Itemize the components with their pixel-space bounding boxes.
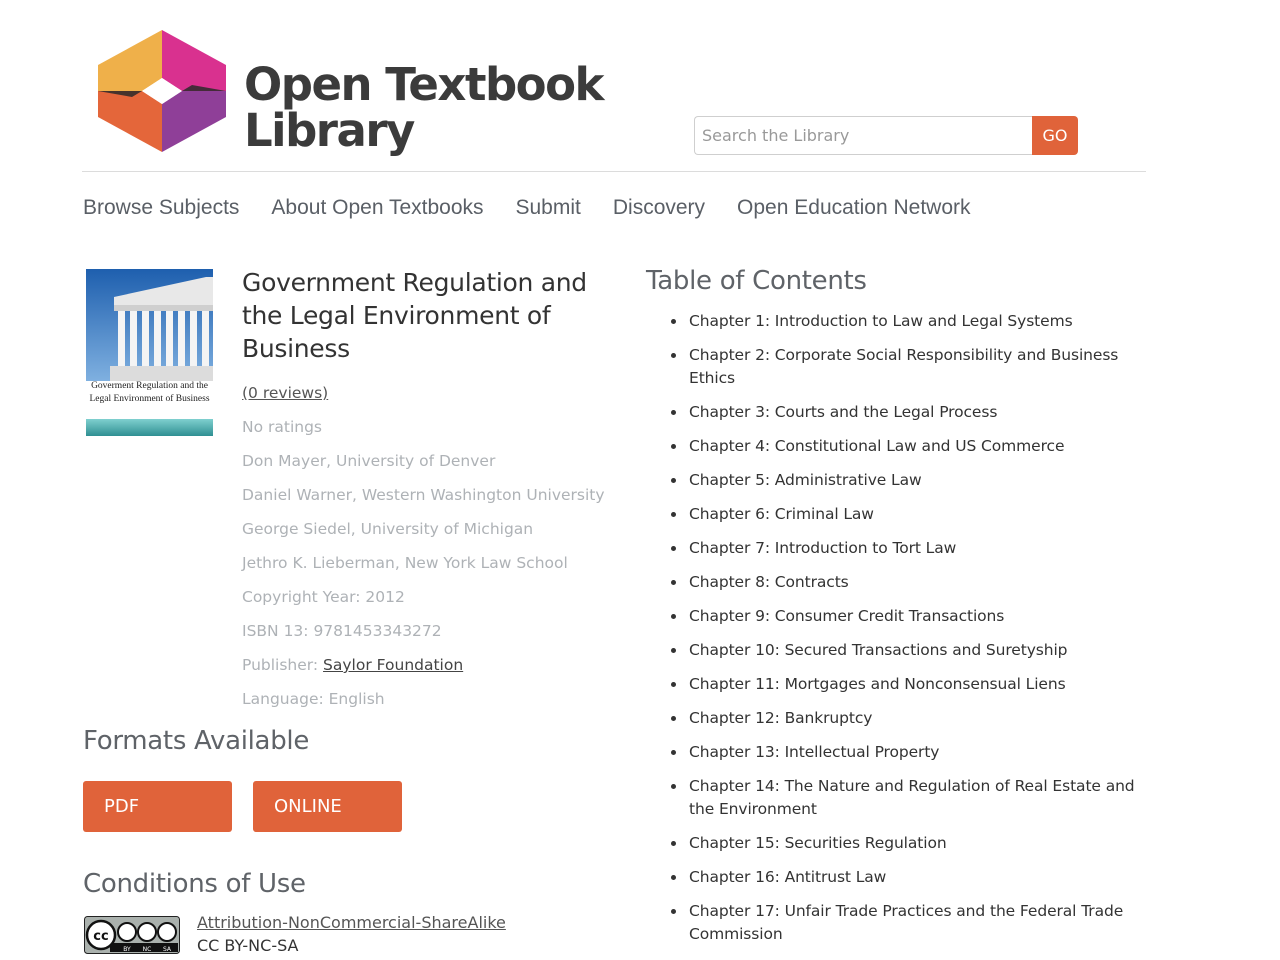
svg-text:NC: NC xyxy=(142,946,152,953)
toc-item: Chapter 7: Introduction to Tort Law xyxy=(689,537,1139,560)
svg-text:cc: cc xyxy=(93,929,109,944)
toc-item: Chapter 5: Administrative Law xyxy=(689,469,1139,492)
nav-open-education-network[interactable]: Open Education Network xyxy=(737,196,971,219)
copyright-year: Copyright Year: 2012 xyxy=(242,588,405,606)
book-meta xyxy=(242,376,622,716)
ratings-text: No ratings xyxy=(242,418,322,436)
site-logo-text[interactable] xyxy=(244,58,603,157)
svg-text:BY: BY xyxy=(123,946,131,953)
language: Language: English xyxy=(242,690,385,708)
nav-browse-subjects[interactable]: Browse Subjects xyxy=(83,196,240,219)
cover-caption: Goverment Regulation and the Legal Environment of Business xyxy=(89,381,210,404)
search-go-button[interactable]: GO xyxy=(1032,116,1078,155)
toc-item: Chapter 6: Criminal Law xyxy=(689,503,1139,526)
toc-list xyxy=(689,310,1139,957)
isbn: ISBN 13: 9781453343272 xyxy=(242,622,442,640)
toc-item: Chapter 8: Contracts xyxy=(689,571,1139,594)
publisher-label: Publisher: xyxy=(242,656,324,674)
main-nav xyxy=(83,196,1003,220)
reviews-row xyxy=(242,376,622,410)
logo-line-2: Library xyxy=(244,104,414,157)
book-cover-image xyxy=(86,269,213,436)
license-link[interactable]: Attribution-NonCommercial-ShareAlike xyxy=(197,913,506,932)
toc-item: Chapter 12: Bankruptcy xyxy=(689,707,1139,730)
toc-item: Chapter 4: Constitutional Law and US Commerce xyxy=(689,435,1139,458)
toc-item: Chapter 13: Intellectual Property xyxy=(689,741,1139,764)
pdf-button[interactable]: PDF xyxy=(83,781,232,832)
toc-heading: Table of Contents xyxy=(646,266,867,296)
conditions-heading: Conditions of Use xyxy=(83,869,306,899)
toc-item: Chapter 3: Courts and the Legal Process xyxy=(689,401,1139,424)
site-logo-icon[interactable] xyxy=(92,30,232,152)
toc-item: Chapter 16: Antitrust Law xyxy=(689,866,1139,889)
toc-item: Chapter 2: Corporate Social Responsibility and Business Ethics xyxy=(689,344,1139,390)
toc-item: Chapter 11: Mortgages and Nonconsensual Liens xyxy=(689,673,1139,696)
toc-item: Chapter 10: Secured Transactions and Suretyship xyxy=(689,639,1139,662)
publisher-row xyxy=(242,648,622,682)
toc-item: Chapter 14: The Nature and Regulation of Real Estate and the Environment xyxy=(689,775,1139,821)
formats-heading: Formats Available xyxy=(83,726,310,756)
license-short-name: CC BY-NC-SA xyxy=(197,936,299,955)
toc-item: Chapter 15: Securities Regulation xyxy=(689,832,1139,855)
author-4: Jethro K. Lieberman, New York Law School xyxy=(242,554,568,572)
logo-line-1: Open Textbook xyxy=(244,58,603,111)
nav-about-open-textbooks[interactable]: About Open Textbooks xyxy=(271,196,484,219)
header-divider xyxy=(82,171,1146,172)
toc-item: Chapter 9: Consumer Credit Transactions xyxy=(689,605,1139,628)
search-input[interactable] xyxy=(694,116,1032,155)
toc-item: Chapter 17: Unfair Trade Practices and the Federal Trade Commission xyxy=(689,900,1139,946)
toc-item: Chapter 1: Introduction to Law and Legal Systems xyxy=(689,310,1139,333)
book-title: Government Regulation and the Legal Environment of Business xyxy=(242,268,587,363)
online-button[interactable]: ONLINE xyxy=(253,781,402,832)
search-bar xyxy=(694,116,1078,155)
nav-discovery[interactable]: Discovery xyxy=(612,196,706,219)
nav-submit[interactable]: Submit xyxy=(515,196,581,219)
reviews-link[interactable]: (0 reviews) xyxy=(242,384,329,402)
svg-text:SA: SA xyxy=(162,946,172,953)
author-1: Don Mayer, University of Denver xyxy=(242,452,496,470)
cc-license-icon[interactable] xyxy=(84,916,180,954)
publisher-link[interactable]: Saylor Foundation xyxy=(323,656,464,674)
author-3: George Siedel, University of Michigan xyxy=(242,520,534,538)
author-2: Daniel Warner, Western Washington University xyxy=(242,486,605,504)
